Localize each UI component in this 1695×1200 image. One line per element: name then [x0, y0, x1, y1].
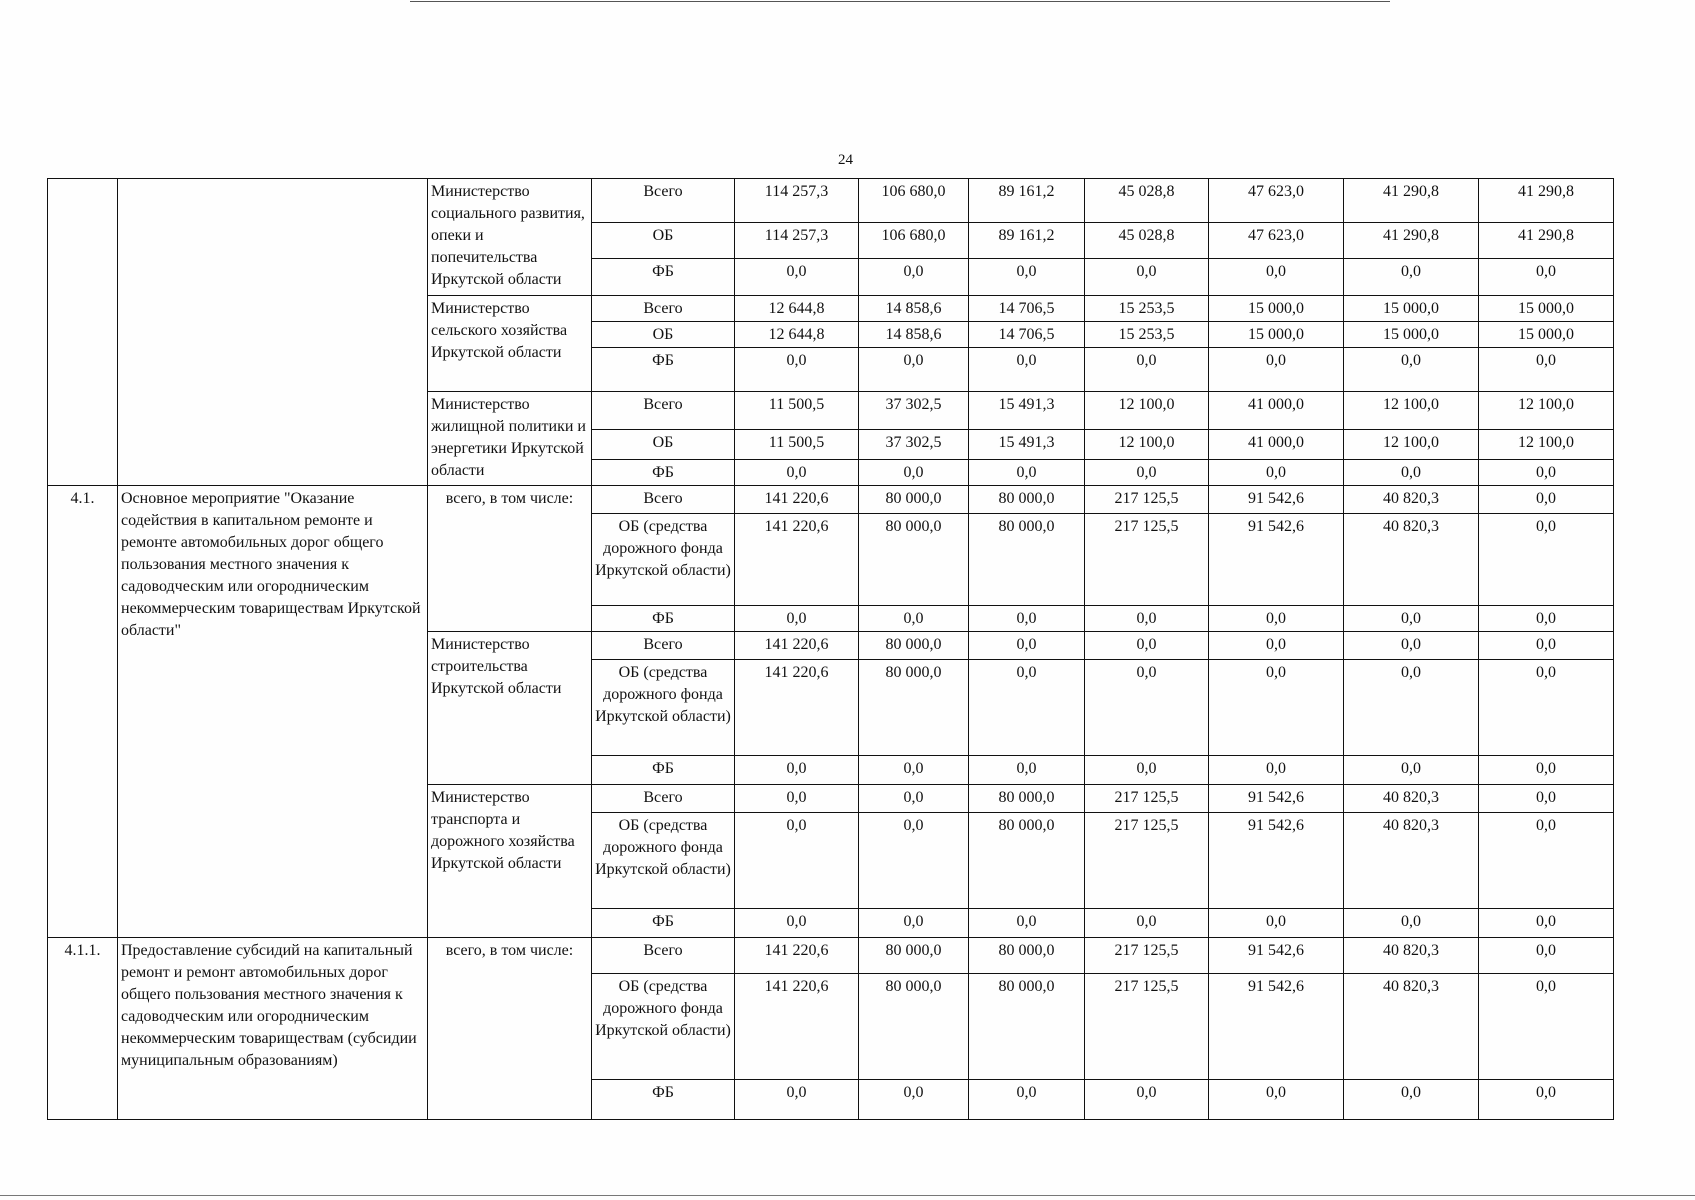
- value-cell: 0,0: [1479, 813, 1614, 909]
- value-cell: 15 491,3: [969, 392, 1085, 430]
- funding-source-cell: ФБ: [592, 259, 735, 296]
- funding-source-cell: Всего: [592, 296, 735, 322]
- value-cell: 14 706,5: [969, 296, 1085, 322]
- value-cell: 12 100,0: [1085, 430, 1209, 460]
- item-number: 4.1.1.: [48, 938, 118, 1120]
- value-cell: 80 000,0: [859, 514, 969, 606]
- value-cell: 91 542,6: [1209, 514, 1344, 606]
- value-cell: 0,0: [1085, 909, 1209, 938]
- value-cell: 0,0: [1344, 259, 1479, 296]
- value-cell: 80 000,0: [859, 632, 969, 660]
- value-cell: 41 290,8: [1479, 179, 1614, 223]
- value-cell: 217 125,5: [1085, 813, 1209, 909]
- value-cell: 0,0: [969, 259, 1085, 296]
- value-cell: 15 253,5: [1085, 296, 1209, 322]
- value-cell: 15 000,0: [1209, 322, 1344, 348]
- value-cell: 0,0: [1479, 785, 1614, 813]
- value-cell: 0,0: [1479, 460, 1614, 486]
- value-cell: 47 623,0: [1209, 223, 1344, 259]
- value-cell: 141 220,6: [735, 486, 859, 514]
- value-cell: 37 302,5: [859, 392, 969, 430]
- value-cell: 0,0: [859, 1080, 969, 1120]
- funding-source-cell: ФБ: [592, 756, 735, 785]
- value-cell: 0,0: [1344, 632, 1479, 660]
- item-number: [48, 179, 118, 486]
- value-cell: 0,0: [859, 785, 969, 813]
- value-cell: 0,0: [1479, 974, 1614, 1080]
- value-cell: 217 125,5: [1085, 486, 1209, 514]
- value-cell: 89 161,2: [969, 223, 1085, 259]
- value-cell: 0,0: [1479, 1080, 1614, 1120]
- value-cell: 0,0: [1085, 632, 1209, 660]
- value-cell: 15 000,0: [1344, 322, 1479, 348]
- value-cell: 0,0: [969, 632, 1085, 660]
- value-cell: 91 542,6: [1209, 938, 1344, 974]
- value-cell: 0,0: [1085, 660, 1209, 756]
- item-name: [118, 179, 428, 486]
- value-cell: 14 706,5: [969, 322, 1085, 348]
- value-cell: 37 302,5: [859, 430, 969, 460]
- value-cell: 0,0: [1209, 259, 1344, 296]
- value-cell: 0,0: [1344, 756, 1479, 785]
- value-cell: 40 820,3: [1344, 938, 1479, 974]
- value-cell: 0,0: [969, 606, 1085, 632]
- table-row: [48, 486, 1614, 514]
- item-name: Предоставление субсидий на капитальный ремонт и ремонт автомобильных дорог общего пользования местного значения к садоводческим или огородническим некоммерческим товариществам (субсидии муниципальным образованиям): [118, 938, 428, 1120]
- executor-cell: Министерство транспорта и дорожного хозяйства Иркутской области: [428, 785, 592, 938]
- value-cell: 0,0: [859, 813, 969, 909]
- value-cell: 0,0: [1479, 938, 1614, 974]
- value-cell: 91 542,6: [1209, 974, 1344, 1080]
- value-cell: 11 500,5: [735, 430, 859, 460]
- value-cell: 0,0: [1085, 1080, 1209, 1120]
- value-cell: 0,0: [735, 756, 859, 785]
- value-cell: 0,0: [1344, 1080, 1479, 1120]
- value-cell: 80 000,0: [859, 938, 969, 974]
- value-cell: 80 000,0: [859, 660, 969, 756]
- value-cell: 15 491,3: [969, 430, 1085, 460]
- value-cell: 45 028,8: [1085, 223, 1209, 259]
- funding-source-cell: Всего: [592, 179, 735, 223]
- value-cell: 41 000,0: [1209, 430, 1344, 460]
- funding-source-cell: ФБ: [592, 1080, 735, 1120]
- funding-source-cell: ОБ (средства дорожного фонда Иркутской области): [592, 660, 735, 756]
- value-cell: 41 290,8: [1344, 223, 1479, 259]
- value-cell: 0,0: [1479, 348, 1614, 392]
- value-cell: 0,0: [969, 348, 1085, 392]
- value-cell: 0,0: [859, 460, 969, 486]
- value-cell: 0,0: [859, 259, 969, 296]
- value-cell: 80 000,0: [969, 813, 1085, 909]
- value-cell: 0,0: [859, 909, 969, 938]
- value-cell: 0,0: [1479, 606, 1614, 632]
- value-cell: 80 000,0: [969, 974, 1085, 1080]
- executor-cell: Министерство социального развития, опеки и попечительства Иркутской области: [428, 179, 592, 296]
- value-cell: 0,0: [1209, 1080, 1344, 1120]
- value-cell: 12 100,0: [1479, 430, 1614, 460]
- funding-source-cell: ФБ: [592, 460, 735, 486]
- value-cell: 0,0: [1479, 632, 1614, 660]
- value-cell: 0,0: [735, 606, 859, 632]
- budget-table: [47, 178, 1614, 1120]
- funding-source-cell: ОБ: [592, 223, 735, 259]
- value-cell: 40 820,3: [1344, 813, 1479, 909]
- value-cell: 217 125,5: [1085, 974, 1209, 1080]
- value-cell: 0,0: [735, 348, 859, 392]
- value-cell: 12 100,0: [1085, 392, 1209, 430]
- value-cell: 141 220,6: [735, 974, 859, 1080]
- value-cell: 0,0: [1344, 460, 1479, 486]
- value-cell: 0,0: [735, 1080, 859, 1120]
- value-cell: 0,0: [969, 1080, 1085, 1120]
- value-cell: 12 644,8: [735, 322, 859, 348]
- executor-cell: всего, в том числе:: [428, 486, 592, 632]
- value-cell: 11 500,5: [735, 392, 859, 430]
- value-cell: 0,0: [1209, 660, 1344, 756]
- value-cell: 41 290,8: [1344, 179, 1479, 223]
- value-cell: 91 542,6: [1209, 813, 1344, 909]
- value-cell: 12 100,0: [1344, 392, 1479, 430]
- value-cell: 80 000,0: [969, 938, 1085, 974]
- value-cell: 15 000,0: [1479, 296, 1614, 322]
- value-cell: 80 000,0: [969, 514, 1085, 606]
- value-cell: 0,0: [1209, 606, 1344, 632]
- value-cell: 0,0: [1085, 756, 1209, 785]
- value-cell: 12 100,0: [1344, 430, 1479, 460]
- value-cell: 45 028,8: [1085, 179, 1209, 223]
- value-cell: 80 000,0: [859, 486, 969, 514]
- value-cell: 15 000,0: [1479, 322, 1614, 348]
- value-cell: 80 000,0: [859, 974, 969, 1080]
- value-cell: 12 100,0: [1479, 392, 1614, 430]
- page-number: 24: [838, 152, 853, 168]
- scan-top-edge: [410, 1, 1390, 2]
- funding-source-cell: ОБ (средства дорожного фонда Иркутской области): [592, 974, 735, 1080]
- value-cell: 14 858,6: [859, 322, 969, 348]
- table-row: [48, 938, 1614, 974]
- funding-source-cell: ОБ: [592, 430, 735, 460]
- funding-source-cell: ФБ: [592, 348, 735, 392]
- item-name: Основное мероприятие "Оказание содействия в капитальном ремонте и ремонте автомобильных дорог общего пользования местного значения к садоводческим или огородническим некоммерческим товариществам Иркутской области": [118, 486, 428, 938]
- value-cell: 47 623,0: [1209, 179, 1344, 223]
- value-cell: 15 000,0: [1209, 296, 1344, 322]
- value-cell: 0,0: [1085, 606, 1209, 632]
- value-cell: 217 125,5: [1085, 514, 1209, 606]
- value-cell: 0,0: [1209, 460, 1344, 486]
- value-cell: 0,0: [1344, 606, 1479, 632]
- funding-source-cell: Всего: [592, 486, 735, 514]
- value-cell: 89 161,2: [969, 179, 1085, 223]
- value-cell: 0,0: [735, 259, 859, 296]
- executor-cell: Министерство строительства Иркутской области: [428, 632, 592, 785]
- funding-source-cell: ФБ: [592, 909, 735, 938]
- value-cell: 0,0: [969, 460, 1085, 486]
- value-cell: 0,0: [1479, 486, 1614, 514]
- value-cell: 0,0: [735, 813, 859, 909]
- funding-source-cell: ОБ: [592, 322, 735, 348]
- item-number: 4.1.: [48, 486, 118, 938]
- value-cell: 0,0: [1344, 660, 1479, 756]
- executor-cell: всего, в том числе:: [428, 938, 592, 1120]
- value-cell: 15 253,5: [1085, 322, 1209, 348]
- value-cell: 0,0: [1085, 348, 1209, 392]
- funding-source-cell: Всего: [592, 938, 735, 974]
- value-cell: 0,0: [1479, 514, 1614, 606]
- value-cell: 106 680,0: [859, 179, 969, 223]
- value-cell: 80 000,0: [969, 486, 1085, 514]
- value-cell: 106 680,0: [859, 223, 969, 259]
- value-cell: 0,0: [859, 606, 969, 632]
- value-cell: 141 220,6: [735, 938, 859, 974]
- value-cell: 41 000,0: [1209, 392, 1344, 430]
- value-cell: 80 000,0: [969, 785, 1085, 813]
- value-cell: 141 220,6: [735, 660, 859, 756]
- value-cell: 114 257,3: [735, 223, 859, 259]
- value-cell: 0,0: [859, 348, 969, 392]
- value-cell: 12 644,8: [735, 296, 859, 322]
- value-cell: 217 125,5: [1085, 938, 1209, 974]
- value-cell: 0,0: [1209, 909, 1344, 938]
- value-cell: 0,0: [1479, 756, 1614, 785]
- value-cell: 0,0: [859, 756, 969, 785]
- executor-cell: Министерство жилищной политики и энергетики Иркутской области: [428, 392, 592, 486]
- value-cell: 217 125,5: [1085, 785, 1209, 813]
- executor-cell: Министерство сельского хозяйства Иркутской области: [428, 296, 592, 392]
- value-cell: 0,0: [969, 756, 1085, 785]
- value-cell: 0,0: [1344, 909, 1479, 938]
- value-cell: 40 820,3: [1344, 785, 1479, 813]
- value-cell: 40 820,3: [1344, 486, 1479, 514]
- funding-source-cell: Всего: [592, 785, 735, 813]
- scan-bottom-edge: [0, 1195, 1695, 1196]
- value-cell: 91 542,6: [1209, 486, 1344, 514]
- value-cell: 0,0: [735, 909, 859, 938]
- value-cell: 15 000,0: [1344, 296, 1479, 322]
- funding-source-cell: ФБ: [592, 606, 735, 632]
- value-cell: 114 257,3: [735, 179, 859, 223]
- value-cell: 141 220,6: [735, 632, 859, 660]
- funding-source-cell: Всего: [592, 632, 735, 660]
- value-cell: 0,0: [1209, 756, 1344, 785]
- value-cell: 0,0: [969, 909, 1085, 938]
- value-cell: 0,0: [1085, 460, 1209, 486]
- value-cell: 141 220,6: [735, 514, 859, 606]
- value-cell: 0,0: [1085, 259, 1209, 296]
- funding-source-cell: ОБ (средства дорожного фонда Иркутской области): [592, 514, 735, 606]
- table-row: [48, 179, 1614, 223]
- value-cell: 40 820,3: [1344, 974, 1479, 1080]
- value-cell: 0,0: [735, 460, 859, 486]
- value-cell: 0,0: [1344, 348, 1479, 392]
- value-cell: 0,0: [1209, 632, 1344, 660]
- funding-source-cell: Всего: [592, 392, 735, 430]
- value-cell: 0,0: [1479, 660, 1614, 756]
- value-cell: 0,0: [1479, 259, 1614, 296]
- funding-source-cell: ОБ (средства дорожного фонда Иркутской области): [592, 813, 735, 909]
- value-cell: 41 290,8: [1479, 223, 1614, 259]
- value-cell: 14 858,6: [859, 296, 969, 322]
- value-cell: 0,0: [1479, 909, 1614, 938]
- value-cell: 0,0: [1209, 348, 1344, 392]
- value-cell: 0,0: [735, 785, 859, 813]
- value-cell: 0,0: [969, 660, 1085, 756]
- value-cell: 40 820,3: [1344, 514, 1479, 606]
- value-cell: 91 542,6: [1209, 785, 1344, 813]
